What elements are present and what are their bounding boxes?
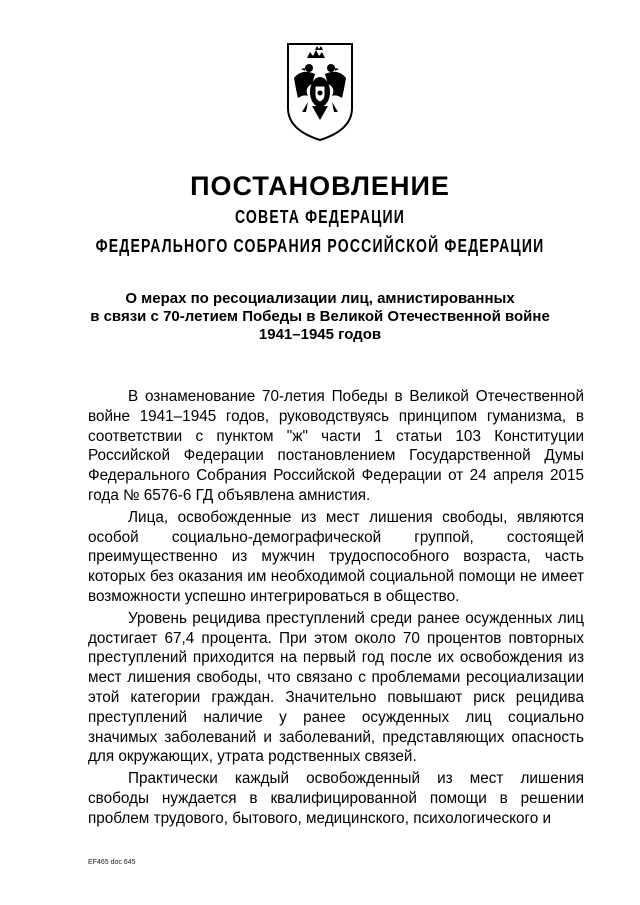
issuer-line-2: ФЕДЕРАЛЬНОГО СОБРАНИЯ РОССИЙСКОЙ ФЕДЕРАЦИИ bbox=[95, 236, 545, 256]
subject-line: в связи с 70-летием Победы в Великой Отечественной войне bbox=[90, 308, 550, 325]
document-code: EF465 doc 645 bbox=[88, 859, 136, 866]
document-body bbox=[88, 387, 584, 829]
document-title: ПОСТАНОВЛЕНИЕ bbox=[190, 171, 450, 201]
subject-line: 1941–1945 годов bbox=[258, 326, 382, 343]
russian-coat-of-arms-icon bbox=[282, 38, 358, 144]
body-paragraph: В ознаменование 70-летия Победы в Великой Отечественной войне 1941–1945 годов, руководствуясь принципом гуманизма, в соответствии с пунктом "ж" части 1 статьи 103 Конституции Российской Федерации постановлением Государственной Думы Федерального Собрания Российской Федерации от 24 апреля 2015 года № 6576-6 ГД объявлена амнистия. bbox=[88, 388, 584, 504]
document-subject bbox=[0, 290, 640, 344]
body-paragraph: Лица, освобожденные из мест лишения свободы, являются особой социально-демографической группой, состоящей преимущественно из мужчин трудоспособного возраста, часть которых без оказания им необходимой социальной помощи не имеет возможности успешно интегрироваться в общество. bbox=[88, 508, 584, 605]
body-paragraph: Уровень рецидива преступлений среди ранее осужденных лиц достигает 67,4 процента. При этом около 70 процентов повторных преступлений приходится на первый год после их освобождения из мест лишения свободы, что связано с проблемами ресоциализации этой категории граждан. Значительно повышают риск рецидива преступлений наличие у ранее осужденных лиц социально значимых заболеваний и заболеваний, представляющих опасность для окружающих, утрата родственных связей. bbox=[88, 609, 584, 766]
subject-line: О мерах по ресоциализации лиц, амнистированных bbox=[125, 290, 515, 307]
body-paragraph: Практически каждый освобожденный из мест лишения свободы нуждается в квалифицированной помощи в решении проблем трудового, бытового, медицинского, психологического и bbox=[88, 770, 584, 827]
issuer-line-1: СОВЕТА ФЕДЕРАЦИИ bbox=[234, 207, 406, 227]
